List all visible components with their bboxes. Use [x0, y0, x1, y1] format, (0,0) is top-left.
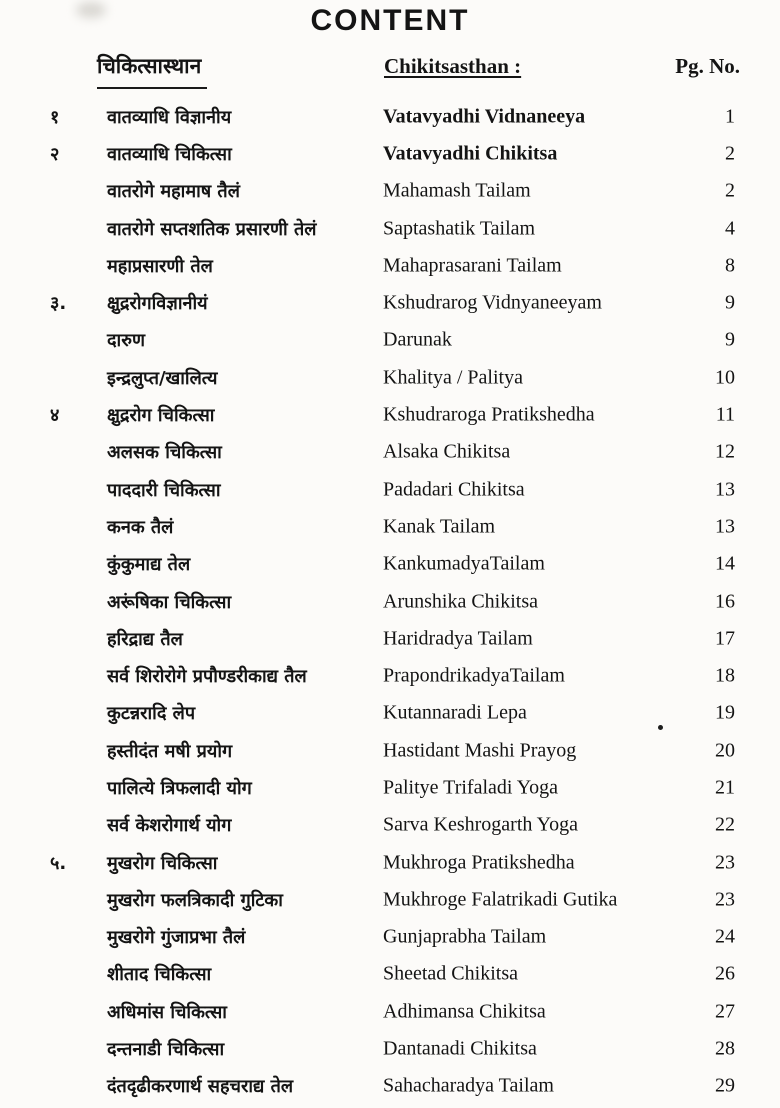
serial-number: ४ — [50, 405, 60, 427]
transliteration-title: Mukhroge Falatrikadi Gutika — [383, 888, 618, 911]
devanagari-title: दन्तनाडी चिकित्सा — [107, 1039, 225, 1061]
devanagari-title: पालित्ये त्रिफलादी योग — [107, 777, 252, 799]
transliteration-title: Sahacharadya Tailam — [383, 1074, 554, 1097]
page-number: 1 — [725, 105, 735, 128]
toc-row — [0, 807, 780, 844]
toc-row — [0, 620, 780, 657]
devanagari-title: अलसक चिकित्सा — [107, 442, 222, 464]
page-number: 23 — [715, 851, 735, 874]
transliteration-title: Darunak — [383, 328, 452, 351]
header-transliteration-column: Chikitsasthan : — [384, 54, 522, 78]
transliteration-title: Palitye Trifaladi Yoga — [383, 776, 559, 799]
devanagari-title: सर्व केशरोगार्थ योग — [107, 815, 232, 837]
page-number: 8 — [725, 254, 735, 277]
toc-row — [0, 210, 780, 247]
toc-row — [0, 956, 780, 993]
devanagari-title: शीताद चिकित्सा — [107, 964, 212, 986]
devanagari-title: महाप्रसारणी तेल — [107, 255, 213, 277]
toc-row — [0, 881, 780, 918]
page-number: 22 — [715, 813, 735, 836]
devanagari-title: क्षुद्ररोगविज्ञानीयं — [107, 293, 208, 315]
serial-number: ३. — [50, 293, 67, 315]
transliteration-title: Vatavyadhi Chikitsa — [383, 142, 558, 165]
toc-row — [0, 247, 780, 284]
page-number: 2 — [725, 142, 735, 165]
toc-row-list — [0, 98, 780, 1105]
toc-row — [0, 583, 780, 620]
devanagari-title: क्षुद्ररोग चिकित्सा — [107, 405, 215, 427]
header-devanagari-column: चिकित्सास्थान — [97, 52, 207, 89]
transliteration-title: Khalitya / Palitya — [383, 366, 523, 389]
devanagari-title: सर्व शिरोरोगे प्रपौण्डरीकाद्य तैल — [107, 666, 307, 688]
serial-number: १ — [50, 106, 60, 128]
transliteration-title: Kanak Tailam — [383, 515, 496, 538]
devanagari-title: कुंकुमाद्य तेल — [107, 554, 191, 576]
toc-row — [0, 1068, 780, 1105]
transliteration-title: Vatavyadhi Vidnaneeya — [383, 105, 586, 128]
transliteration-title: Hastidant Mashi Prayog — [383, 739, 577, 762]
page-number: 20 — [715, 739, 735, 762]
page-number: 18 — [715, 664, 735, 687]
serial-number: ५. — [50, 852, 67, 874]
page-number: 29 — [715, 1074, 735, 1097]
transliteration-title: Adhimansa Chikitsa — [383, 1000, 546, 1023]
table-header — [0, 50, 780, 90]
page-number: 19 — [715, 701, 735, 724]
toc-row — [0, 546, 780, 583]
toc-row — [0, 695, 780, 732]
page-number: 4 — [725, 217, 735, 240]
header-page-number-column: Pg. No. — [675, 54, 740, 78]
page-number: 9 — [725, 291, 735, 314]
page-title: CONTENT — [310, 4, 470, 37]
toc-row — [0, 732, 780, 769]
page-number: 10 — [715, 366, 735, 389]
toc-row — [0, 434, 780, 471]
devanagari-title: पाददारी चिकित्सा — [107, 479, 221, 501]
transliteration-title: Kutannaradi Lepa — [383, 701, 527, 724]
toc-row — [0, 396, 780, 433]
toc-row — [0, 322, 780, 359]
page-number: 12 — [715, 440, 735, 463]
toc-row — [0, 657, 780, 694]
page-number: 24 — [715, 925, 735, 948]
toc-row — [0, 471, 780, 508]
transliteration-title: Sheetad Chikitsa — [383, 962, 518, 985]
toc-row — [0, 98, 780, 135]
devanagari-title: हरिद्राद्य तैल — [107, 628, 183, 650]
page-number: 13 — [715, 515, 735, 538]
page-number: 11 — [715, 403, 735, 426]
transliteration-title: Sarva Keshrogarth Yoga — [383, 813, 578, 836]
transliteration-title: Mukhroga Pratikshedha — [383, 851, 575, 874]
page-number: 9 — [725, 328, 735, 351]
toc-row — [0, 359, 780, 396]
transliteration-title: Saptashatik Tailam — [383, 217, 536, 240]
transliteration-title: KankumadyaTailam — [383, 552, 545, 575]
transliteration-title: Arunshika Chikitsa — [383, 590, 538, 612]
transliteration-title: PrapondrikadyaTailam — [383, 664, 565, 687]
toc-row — [0, 135, 780, 172]
devanagari-title: दंतदृढीकरणार्थ सहचराद्य तेल — [107, 1076, 294, 1098]
transliteration-title: Gunjaprabha Tailam — [383, 925, 547, 948]
devanagari-title: अरूंषिका चिकित्सा — [107, 591, 232, 613]
transliteration-title: Mahamash Tailam — [383, 179, 531, 202]
devanagari-title: वातव्याधि विज्ञानीय — [107, 106, 232, 128]
serial-number: २ — [50, 143, 60, 165]
page-number: 26 — [715, 962, 735, 985]
page-number: 17 — [715, 627, 735, 650]
page-number: 13 — [715, 478, 735, 501]
scan-artifact-smudge — [76, 2, 106, 18]
transliteration-title: Alsaka Chikitsa — [383, 440, 511, 463]
devanagari-title: वातरोगे सप्तशतिक प्रसारणी तेलं — [107, 218, 317, 240]
transliteration-title: Kshudraroga Pratikshedha — [383, 403, 595, 426]
devanagari-title: दारुण — [107, 330, 145, 352]
page-number: 28 — [715, 1037, 735, 1060]
devanagari-title: कनक तैलं — [107, 516, 174, 538]
devanagari-title: वातरोगे महामाष तैलं — [107, 181, 240, 203]
devanagari-title: इन्द्रलुप्त/खालित्य — [107, 367, 218, 389]
devanagari-title: वातव्याधि चिकित्सा — [107, 143, 232, 165]
transliteration-title: Padadari Chikitsa — [383, 478, 525, 501]
transliteration-title: Mahaprasarani Tailam — [383, 254, 562, 277]
devanagari-title: मुखरोग चिकित्सा — [107, 852, 218, 874]
devanagari-title: अधिमांस चिकित्सा — [107, 1001, 227, 1023]
page-number: 23 — [715, 888, 735, 911]
devanagari-title: मुखरोगे गुंजाप्रभा तैलं — [107, 927, 246, 949]
toc-row — [0, 993, 780, 1030]
toc-row — [0, 508, 780, 545]
toc-row — [0, 284, 780, 321]
transliteration-title: Dantanadi Chikitsa — [383, 1037, 537, 1060]
page-number: 27 — [715, 1000, 735, 1023]
toc-row — [0, 919, 780, 956]
page-number: 2 — [725, 179, 735, 202]
transliteration-title: Haridradya Tailam — [383, 627, 533, 650]
transliteration-title: Kshudrarog Vidnyaneeyam — [383, 291, 602, 314]
toc-row — [0, 769, 780, 806]
page-number: 16 — [715, 590, 735, 612]
page-number: 21 — [715, 776, 735, 799]
devanagari-title: हस्तीदंत मषी प्रयोग — [107, 740, 233, 762]
devanagari-title: मुखरोग फलत्रिकादी गुटिका — [107, 889, 283, 911]
page-number: 14 — [715, 552, 735, 575]
toc-row — [0, 1030, 780, 1067]
devanagari-title: कुटन्नरादि लेप — [107, 703, 196, 725]
scan-artifact-dot — [658, 725, 663, 730]
toc-row — [0, 173, 780, 210]
toc-row — [0, 844, 780, 881]
